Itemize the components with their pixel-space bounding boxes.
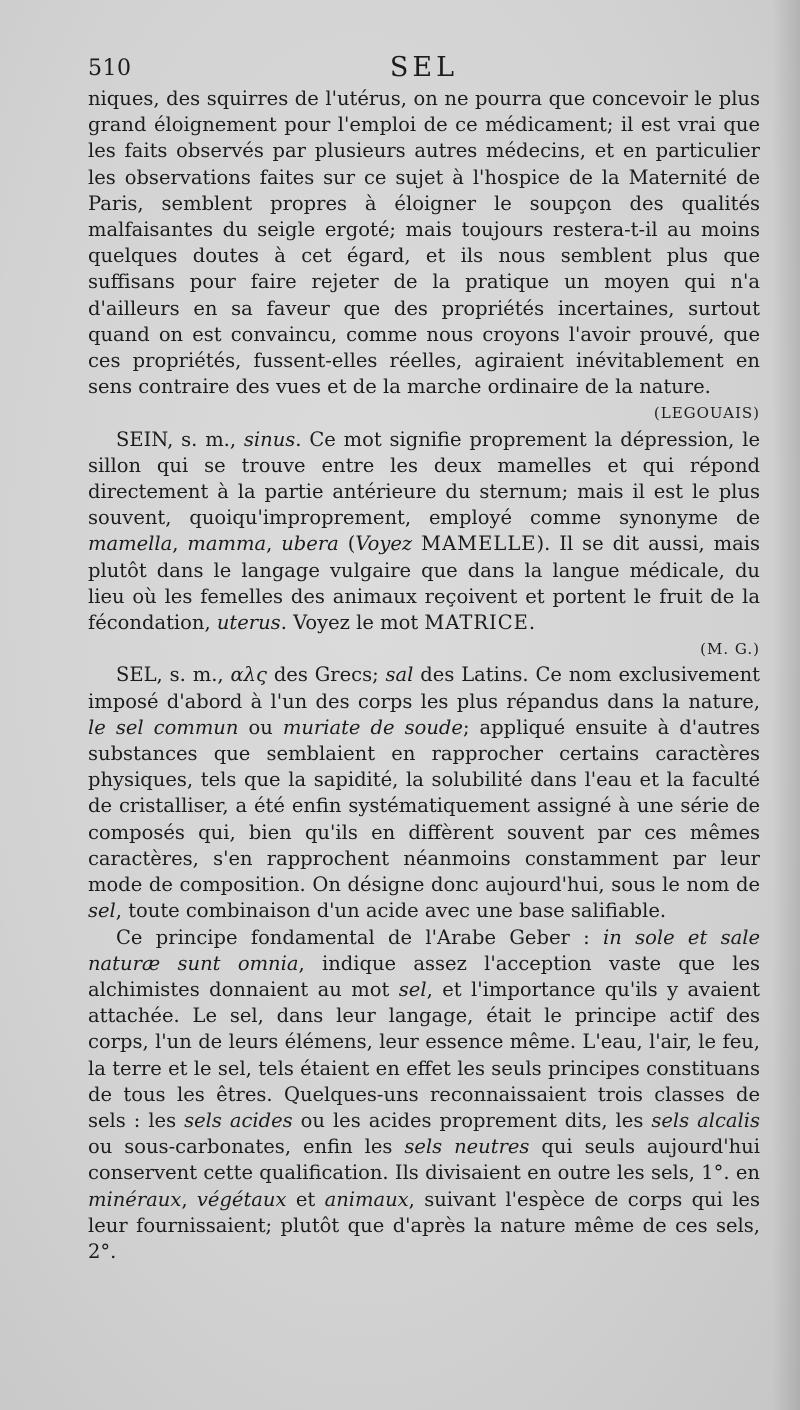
entry-text: , s. m., <box>156 663 231 687</box>
paragraph-text: , suivant l'espèce de corps qui les leur fournissaient; plutôt que d'après la nature même de ces sels, 2°. <box>88 1187 760 1263</box>
greek-term: αλς <box>230 663 267 687</box>
entry-text <box>412 532 421 555</box>
italic-term: minéraux <box>88 1187 182 1211</box>
entry-text: . Ce mot signifie proprement la dépression, le sillon qui se trouve entre les deux mamelles et qui répond directement à la partie antérieure du sternum; mais il est le plus souvent, quoiqu'improprement, employé comme synonyme de <box>88 427 760 530</box>
entry-text: , <box>172 532 188 556</box>
paragraph-text: , et l'importance qu'ils y avaient attachée. Le sel, dans leur langage, était le principe actif des corps, l'un de leurs élémens, leur essence même. L'eau, l'air, le feu, la terre et le sel, tels étaient en effet les seuls principes constituans de tous les êtres. Quelques-uns reconnaissaient trois classes de sels : les <box>88 977 760 1132</box>
entry-sel <box>88 662 760 924</box>
paragraph-text: qui seuls aujourd'hui conservent cette qualification. Ils divisaient en outre les sels, 1°. en <box>88 1135 760 1185</box>
cross-ref-term: MATRICE. <box>424 611 537 635</box>
italic-term: muriate de soude <box>282 715 463 739</box>
paragraph-continuation <box>88 86 760 400</box>
italic-term: sels alcalis <box>651 1108 760 1132</box>
page-header <box>88 52 760 88</box>
latin-term: mamella <box>88 532 173 556</box>
italic-term: sels neutres <box>404 1135 530 1159</box>
latin-term: sinus <box>243 427 296 451</box>
running-head: SEL <box>389 52 459 83</box>
italic-term: animaux <box>324 1187 409 1211</box>
paragraph-text: ou sous-carbonates, enfin les <box>88 1135 405 1159</box>
signature-mg: (M. G.) <box>700 640 760 659</box>
paragraph-text: , <box>181 1187 197 1211</box>
italic-term: le sel commun <box>88 715 239 739</box>
entry-text: des Grecs; <box>266 663 386 687</box>
paragraph-text: ou les acides proprement dits, les <box>292 1108 652 1132</box>
italic-term: sels acides <box>184 1108 293 1132</box>
entry-headword-sein: SEIN <box>116 427 168 451</box>
italic-term: sel <box>398 977 427 1001</box>
page-number: 510 <box>88 56 132 81</box>
latin-term: sal <box>385 663 414 687</box>
latin-term: mamma <box>187 532 267 556</box>
latin-quote: in sole et sale naturæ sunt omnia <box>88 925 760 975</box>
cross-ref-voyez: Voyez <box>355 532 413 556</box>
paragraph-text: et <box>286 1187 325 1211</box>
cross-ref-term: MAMELLE <box>421 532 537 556</box>
entry-text: , s. m., <box>167 427 244 451</box>
italic-term: sel <box>88 899 116 923</box>
entry-text: ; appliqué ensuite à d'autres substances que semblaient en rapprocher certains caractères physiques, tels que la sapidité, la solubilité dans l'eau et la faculté de cristalliser, a été enfin systématiquement assigné à une série de composés qui, bien qu'ils en diffèrent souvent par ces mêmes caractères, s'en rapprochent néanmoins constamment par leur mode de composition. On désigne donc aujourd'hui, sous le nom de <box>88 715 761 897</box>
entry-text: ( <box>338 532 356 556</box>
paragraph-text: niques, des squirres de l'utérus, on ne pourra que concevoir le plus grand éloignement pour l'emploi de ce médicament; il est vrai que les faits observés par plusieurs autres médecins, et en particulier les observations faites sur ce sujet à l'hospice de la Maternité de Paris, semblent propres à éloigner le soupçon des qualités malfaisantes du seigle ergoté; mais toujours restera-t-il au moins quelques doutes à cet égard, et ils nous semblent plus que suffisans pour faire rejeter de la pratique un moyen qui n'a d'ailleurs en sa faveur que des propriétés incertaines, surtout quand on est convaincu, comme nous croyons l'avoir prouvé, que ces propriétés, fussent-elles réelles, agiraient inévitablement en sens contraire des vues et de la marche ordinaire de la nature. <box>88 87 760 399</box>
body-text <box>88 86 760 1265</box>
entry-text: ). Il se dit aussi, mais plutôt dans le langage vulgaire que dans la langue médicale, du lieu où les femelles des animaux reçoivent et portent le fruit de la fécondation, <box>88 532 760 635</box>
paragraph-text: Ce principe fondamental de l'Arabe Geber : <box>116 925 603 949</box>
page-edge-shadow <box>772 0 800 1410</box>
paragraph-text: , indique assez l'acception vaste que les alchimistes donnaient au mot <box>88 951 760 1001</box>
latin-term: uterus <box>216 611 281 635</box>
entry-text: . Voyez le mot <box>280 611 425 635</box>
entry-text: , toute combinaison d'un acide avec une base salifiable. <box>115 899 667 923</box>
entry-text: ou <box>238 715 283 739</box>
entry-text: des Latins. Ce nom exclusivement imposé d'abord à l'un des corps les plus répandus dans la nature, <box>88 663 760 713</box>
italic-term: végétaux <box>196 1187 287 1211</box>
entry-sein <box>88 427 760 637</box>
signature-legouais: (LEGOUAIS) <box>653 404 760 423</box>
entry-headword-sel: SEL <box>116 663 157 687</box>
entry-text: , <box>266 532 282 556</box>
latin-term: ubera <box>281 532 339 556</box>
paragraph-geber <box>88 925 760 1266</box>
